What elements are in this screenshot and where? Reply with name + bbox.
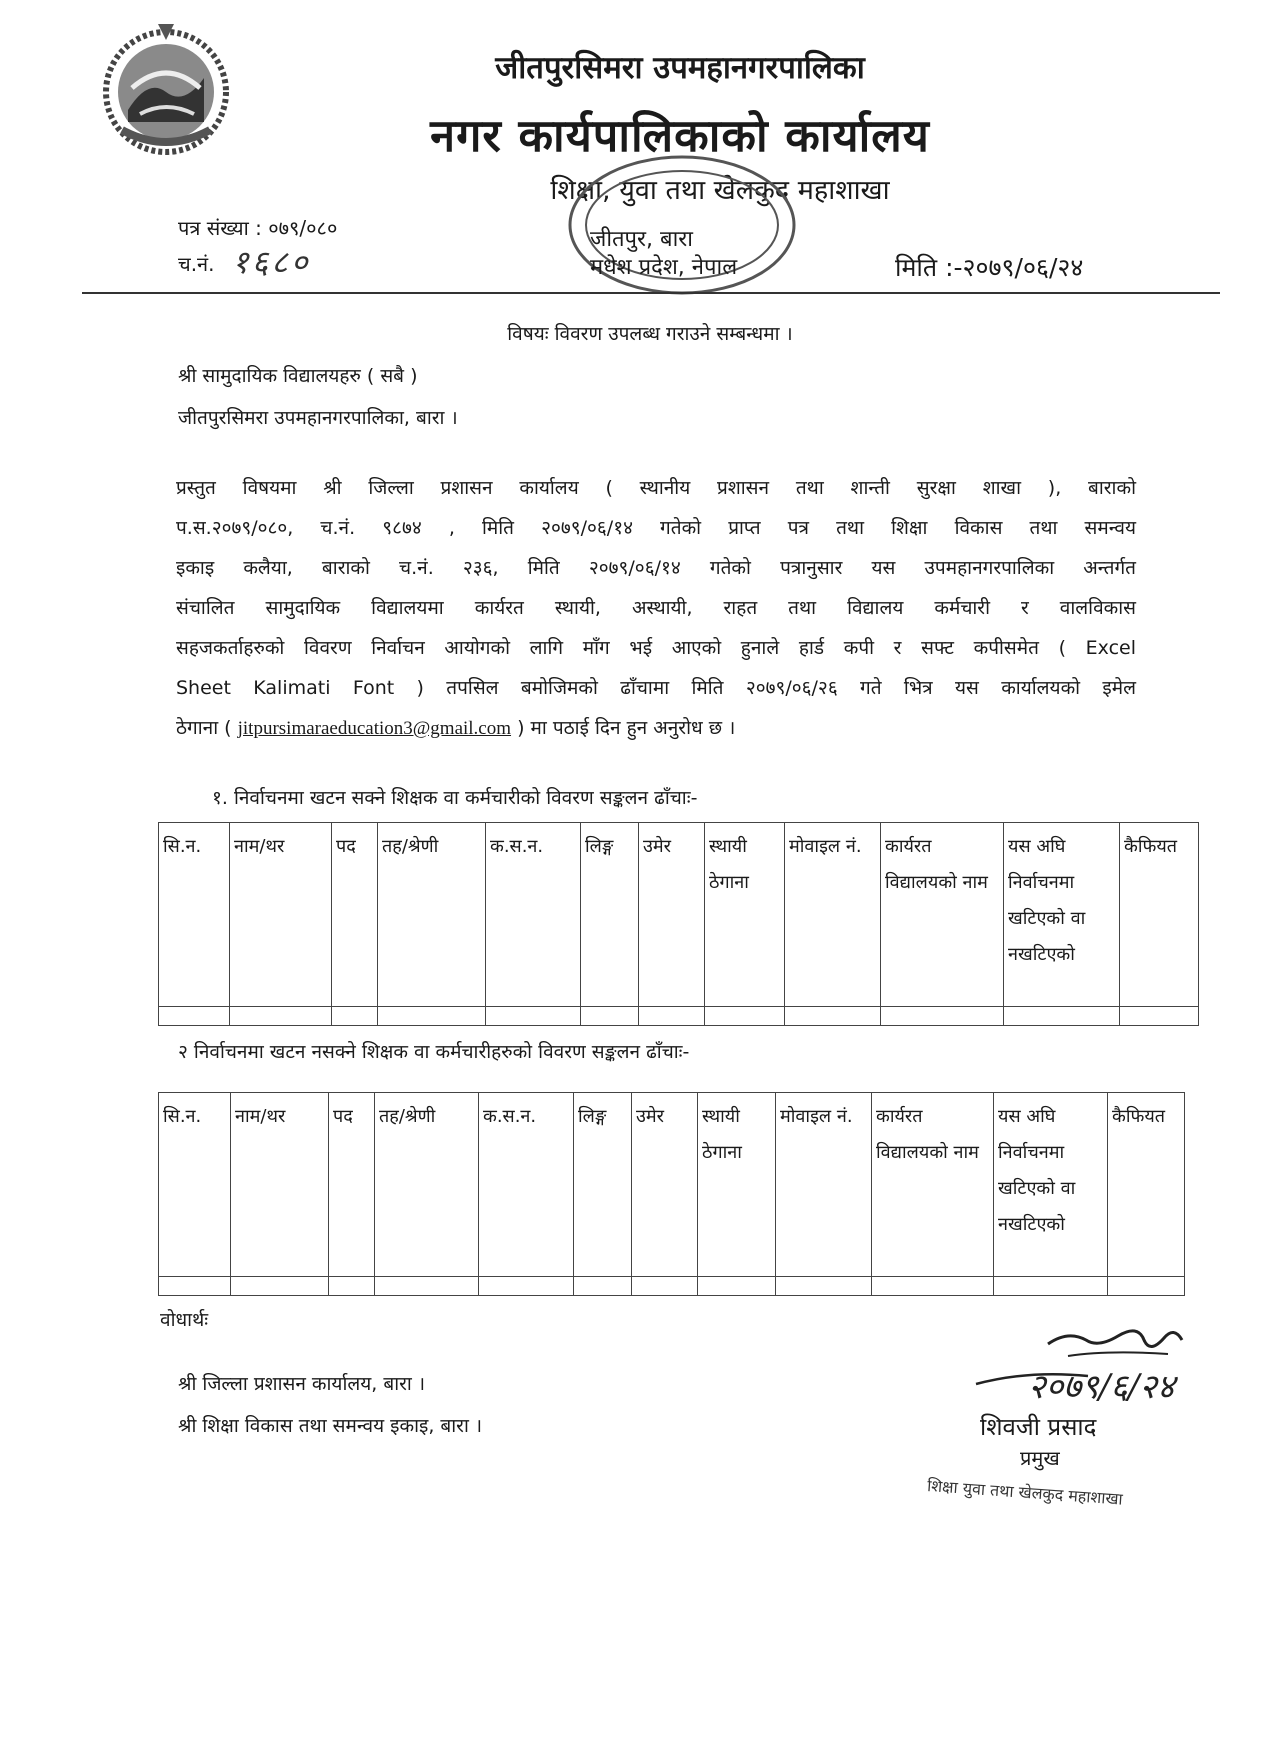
table-cell[interactable] <box>574 1277 632 1296</box>
table-cell[interactable] <box>881 1007 1004 1026</box>
header-remarks: कैफियत <box>1108 1093 1185 1277</box>
header-remarks: कैफियत <box>1120 823 1199 1007</box>
table-cell[interactable] <box>479 1277 574 1296</box>
header-address: स्थायी ठेगाना <box>705 823 785 1007</box>
table-cell[interactable] <box>378 1007 486 1026</box>
header-ksn: क.स.न. <box>479 1093 574 1277</box>
header-address: स्थायी ठेगाना <box>698 1093 776 1277</box>
municipality-name: जीतपुरसिमरा उपमहानगरपालिका <box>495 50 865 86</box>
table-cell[interactable] <box>159 1007 230 1026</box>
signatory-department: शिक्षा युवा तथा खेलकुद महाशाखा <box>926 1475 1124 1509</box>
section-1-title: १. निर्वाचनमा खटन सक्ने शिक्षक वा कर्मचारीको विवरण सङ्कलन ढाँचाः- <box>212 787 698 809</box>
table-cell[interactable] <box>486 1007 581 1026</box>
letter-date: मिति :-२०७९/०६/२४ <box>895 253 1084 282</box>
table-cell[interactable] <box>776 1277 872 1296</box>
header-mobile: मोवाइल नं. <box>785 823 881 1007</box>
table-cell[interactable] <box>230 1007 332 1026</box>
dispatch-number-handwritten: १६८० <box>232 243 311 281</box>
table-cell[interactable] <box>329 1277 375 1296</box>
table-cell[interactable] <box>994 1277 1108 1296</box>
table-cell[interactable] <box>632 1277 698 1296</box>
body-line: सहजकर्ताहरुको विवरण निर्वाचन आयोगको लागि माँग भई आएको हुनाले हार्ड कपी र सफ्ट कपीसमेत ( Excel <box>176 637 1136 659</box>
table-cell[interactable] <box>375 1277 479 1296</box>
header-level: तह/श्रेणी <box>378 823 486 1007</box>
header-age: उमेर <box>632 1093 698 1277</box>
body-line: प्रस्तुत विषयमा श्री जिल्ला प्रशासन कार्यालय ( स्थानीय प्रशासन तथा शान्ती सुरक्षा शाखा ), बाराको <box>176 477 1136 499</box>
table-cell[interactable] <box>785 1007 881 1026</box>
body-line: इकाइ कलैया, बाराको च.नं. २३६, मिति २०७९/०६/१४ गतेको पत्रानुसार यस उपमहानगरपालिका अन्तर्गत <box>176 557 1136 579</box>
body-text: ) मा पठाई दिन हुन अनुरोध छ । <box>517 717 736 739</box>
table-cell[interactable] <box>1108 1277 1185 1296</box>
bodharth-label: वोधार्थः <box>160 1309 209 1331</box>
signatory-name: शिवजी प्रसाद <box>980 1413 1097 1441</box>
office-address: जीतपुर, बारा मधेश प्रदेश, नेपाल <box>590 227 738 280</box>
header-age: उमेर <box>639 823 705 1007</box>
header-mobile: मोवाइल नं. <box>776 1093 872 1277</box>
header-school: कार्यरत विद्यालयको नाम <box>881 823 1004 1007</box>
letter-number: पत्र संख्या : ०७९/०८० <box>178 216 338 240</box>
table-row <box>159 1277 1185 1296</box>
table-cell[interactable] <box>581 1007 639 1026</box>
cc-line-2: श्री शिक्षा विकास तथा समन्वय इकाइ, बारा । <box>178 1415 483 1437</box>
header-gender: लिङ्ग <box>581 823 639 1007</box>
header-sn: सि.न. <box>159 1093 231 1277</box>
header-divider <box>82 292 1220 294</box>
form-table-2 <box>158 1092 1185 1296</box>
government-emblem-logo <box>88 18 244 160</box>
office-name: नगर कार्यपालिकाको कार्यालय <box>430 109 930 162</box>
cc-line-1: श्री जिल्ला प्रशासन कार्यालय, बारा । <box>178 1373 426 1395</box>
letter-body <box>176 468 1136 749</box>
header-name: नाम/थर <box>230 823 332 1007</box>
header-post: पद <box>332 823 378 1007</box>
department-name: शिक्षा, युवा तथा खेलकुद महाशाखा <box>550 175 890 206</box>
header-school: कार्यरत विद्यालयको नाम <box>872 1093 994 1277</box>
header-name: नाम/थर <box>231 1093 329 1277</box>
header-post: पद <box>329 1093 375 1277</box>
table-cell[interactable] <box>639 1007 705 1026</box>
header-sn: सि.न. <box>159 823 230 1007</box>
form-table-1 <box>158 822 1199 1026</box>
recipient-line-1: श्री सामुदायिक विद्यालयहरु ( सबै ) <box>178 365 418 387</box>
dispatch-number-label: च.नं. <box>178 252 215 276</box>
letter-subject: विषयः विवरण उपलब्ध गराउने सम्बन्धमा । <box>507 323 793 345</box>
header-prev-election: यस अघि निर्वाचनमा खटिएको वा नखटिएको <box>1004 823 1120 1007</box>
body-line: प.स.२०७९/०८०, च.नं. ९८७४ , मिति २०७९/०६/१४ गतेको प्राप्त पत्र तथा शिक्षा विकास तथा समन्वय <box>176 517 1136 539</box>
header-ksn: क.स.न. <box>486 823 581 1007</box>
table-cell[interactable] <box>1120 1007 1199 1026</box>
table-cell[interactable] <box>1004 1007 1120 1026</box>
body-text: ठेगाना ( <box>176 717 232 739</box>
table-cell[interactable] <box>332 1007 378 1026</box>
header-prev-election: यस अघि निर्वाचनमा खटिएको वा नखटिएको <box>994 1093 1108 1277</box>
table-cell[interactable] <box>231 1277 329 1296</box>
body-line: संचालित सामुदायिक विद्यालयमा कार्यरत स्थायी, अस्थायी, राहत तथा विद्यालय कर्मचारी र वालविकास <box>176 597 1136 619</box>
table-cell[interactable] <box>705 1007 785 1026</box>
table-cell[interactable] <box>698 1277 776 1296</box>
table-cell[interactable] <box>159 1277 231 1296</box>
header-level: तह/श्रेणी <box>375 1093 479 1277</box>
body-line <box>176 708 1136 749</box>
email-link[interactable]: jitpursimaraeducation3@gmail.com <box>237 718 512 739</box>
recipient-line-2: जीतपुरसिमरा उपमहानगरपालिका, बारा । <box>178 407 458 429</box>
table-cell[interactable] <box>872 1277 994 1296</box>
table-row <box>159 1007 1199 1026</box>
body-line: Sheet Kalimati Font ) तपसिल बमोजिमको ढाँचामा मिति २०७९/०६/२६ गते भित्र यस कार्यालयको इमेल <box>176 677 1136 699</box>
signature-date: २०७९/६/२४ <box>1028 1367 1175 1407</box>
header-gender: लिङ्ग <box>574 1093 632 1277</box>
section-2-title: २ निर्वाचनमा खटन नसक्ने शिक्षक वा कर्मचारीहरुको विवरण सङ्कलन ढाँचाः- <box>178 1041 690 1063</box>
signatory-role: प्रमुख <box>1020 1446 1060 1470</box>
